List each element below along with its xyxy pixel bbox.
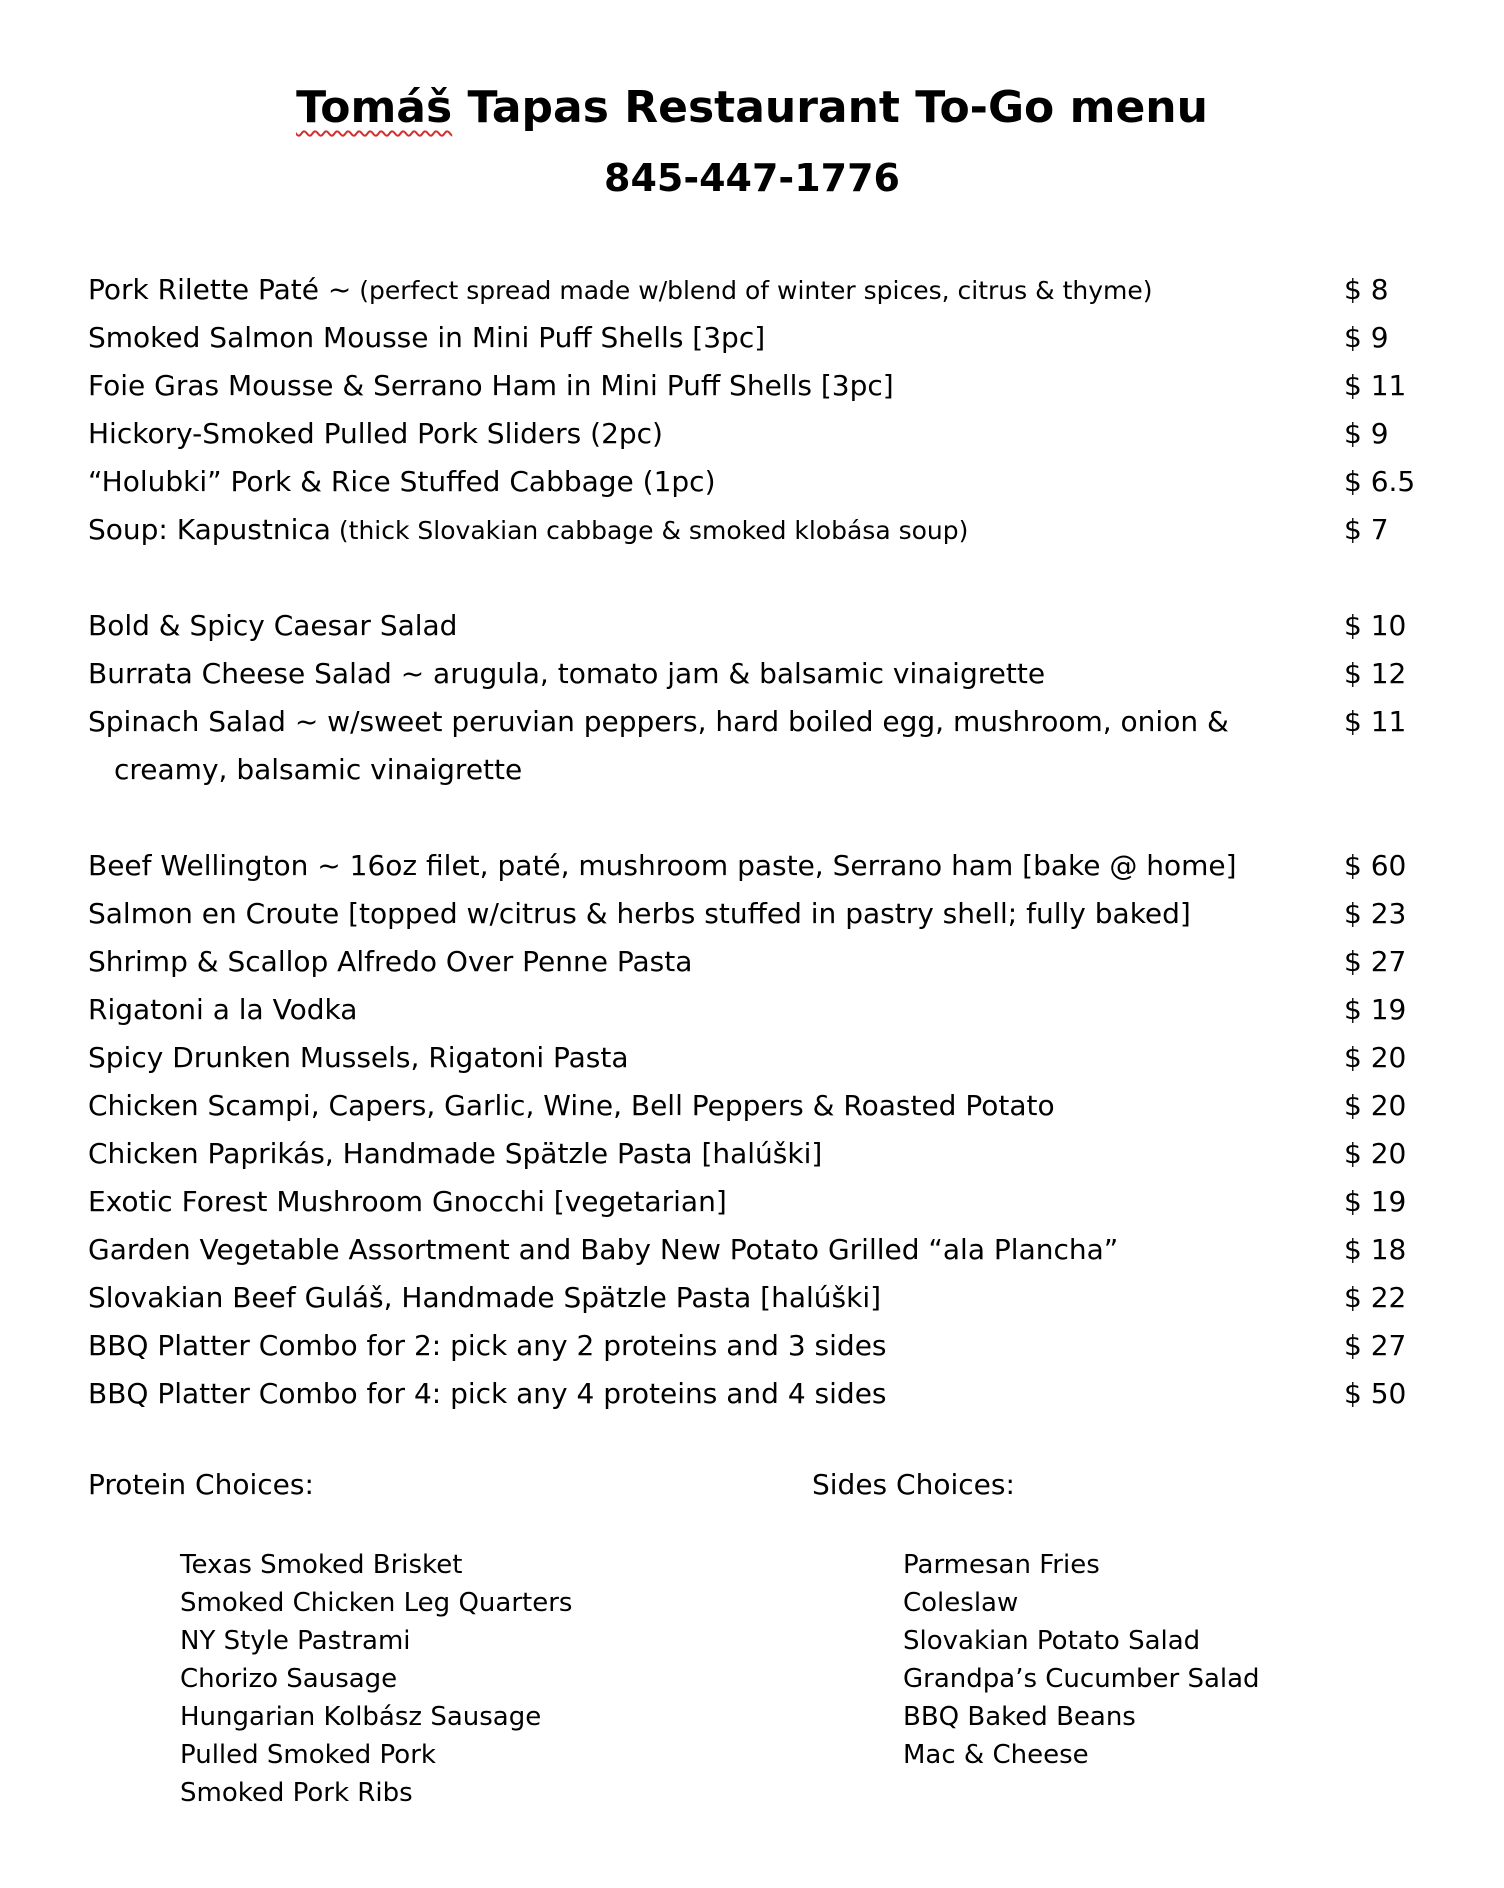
item-name: Bold & Spicy Caesar Salad (88, 609, 458, 642)
list-item: Mac & Cheese (903, 1740, 1089, 1770)
item-name: Smoked Salmon Mousse in Mini Puff Shells [3pc] (88, 321, 766, 354)
sides-choices-list (903, 1546, 1260, 1774)
item-price: $ 20 (1344, 1137, 1407, 1170)
item-price: $ 9 (1344, 417, 1389, 450)
item-price: $ 12 (1344, 657, 1407, 690)
item-name: Spicy Drunken Mussels, Rigatoni Pasta (88, 1041, 629, 1074)
list-item: Parmesan Fries (903, 1550, 1100, 1580)
menu-item (88, 938, 1428, 986)
item-name: Garden Vegetable Assortment and Baby New Potato Grilled “ala Plancha” (88, 1233, 1119, 1266)
item-name: Slovakian Beef Guláš, Handmade Spätzle Pasta [halúški] (88, 1281, 882, 1314)
item-price: $ 8 (1344, 273, 1389, 306)
item-name: Soup: Kapustnica (88, 513, 331, 546)
menu-item (88, 1130, 1428, 1178)
list-item: NY Style Pastrami (180, 1626, 411, 1656)
item-price: $ 9 (1344, 321, 1389, 354)
item-price: $ 50 (1344, 1377, 1407, 1410)
protein-choices-heading: Protein Choices: (88, 1468, 314, 1501)
item-price: $ 23 (1344, 897, 1407, 930)
item-name: Pork Rilette Paté ~ (88, 273, 352, 306)
item-price: $ 20 (1344, 1041, 1407, 1074)
list-item: Hungarian Kolbász Sausage (180, 1702, 542, 1732)
list-item: Texas Smoked Brisket (180, 1550, 463, 1580)
salads-section (88, 602, 1428, 794)
item-name: Chicken Paprikás, Handmade Spätzle Pasta [halúški] (88, 1137, 823, 1170)
menu-item (88, 650, 1428, 698)
menu-item (88, 698, 1428, 794)
menu-item (88, 410, 1428, 458)
item-name: Beef Wellington ~ 16oz filet, paté, mushroom paste, Serrano ham [bake @ home] (88, 849, 1237, 882)
item-name: Spinach Salad ~ w/sweet peruvian peppers, hard boiled egg, mushroom, onion & (88, 705, 1229, 738)
phone-number: 845-447-1776 (604, 156, 900, 200)
menu-item (88, 314, 1428, 362)
mains-section (88, 842, 1428, 1418)
item-name: Burrata Cheese Salad ~ arugula, tomato jam & balsamic vinaigrette (88, 657, 1046, 690)
item-price: $ 11 (1344, 705, 1407, 738)
item-name: “Holubki” Pork & Rice Stuffed Cabbage (1pc) (88, 465, 716, 498)
sides-choices-heading: Sides Choices: (812, 1468, 1015, 1501)
list-item: Chorizo Sausage (180, 1664, 398, 1694)
item-price: $ 19 (1344, 1185, 1407, 1218)
list-item: BBQ Baked Beans (903, 1702, 1136, 1732)
item-name: Shrimp & Scallop Alfredo Over Penne Pasta (88, 945, 693, 978)
item-name: Exotic Forest Mushroom Gnocchi [vegetarian] (88, 1185, 727, 1218)
menu-item (88, 1274, 1428, 1322)
protein-choices-list (180, 1546, 572, 1812)
menu-item (88, 1322, 1428, 1370)
item-description: creamy, balsamic vinaigrette (114, 753, 523, 786)
item-name: Chicken Scampi, Capers, Garlic, Wine, Bell Peppers & Roasted Potato (88, 1089, 1055, 1122)
item-price: $ 18 (1344, 1233, 1407, 1266)
item-name: Foie Gras Mousse & Serrano Ham in Mini Puff Shells [3pc] (88, 369, 894, 402)
menu-item (88, 602, 1428, 650)
menu-item (88, 506, 1428, 554)
item-name: Rigatoni a la Vodka (88, 993, 358, 1026)
list-item: Smoked Pork Ribs (180, 1778, 413, 1808)
menu-item (88, 890, 1428, 938)
item-description: (perfect spread made w/blend of winter spices, citrus & thyme) (351, 276, 1153, 305)
item-name: BBQ Platter Combo for 4: pick any 4 proteins and 4 sides (88, 1377, 887, 1410)
list-item: Smoked Chicken Leg Quarters (180, 1588, 573, 1618)
item-price: $ 27 (1344, 1329, 1407, 1362)
item-description: (thick Slovakian cabbage & smoked klobása soup) (330, 516, 969, 545)
menu-item (88, 1082, 1428, 1130)
item-price: $ 19 (1344, 993, 1407, 1026)
menu-title (0, 80, 1504, 136)
item-price: $ 10 (1344, 609, 1407, 642)
item-price: $ 27 (1344, 945, 1407, 978)
item-price: $ 11 (1344, 369, 1407, 402)
list-item: Slovakian Potato Salad (903, 1626, 1201, 1656)
item-price: $ 20 (1344, 1089, 1407, 1122)
appetizers-section (88, 266, 1428, 554)
menu-item (88, 1370, 1428, 1418)
owner-name: Tomáš (296, 82, 453, 133)
item-price: $ 7 (1344, 513, 1389, 546)
item-name: Salmon en Croute [topped w/citrus & herbs stuffed in pastry shell; fully baked] (88, 897, 1191, 930)
menu-item (88, 458, 1428, 506)
title-text: Tapas Restaurant To-Go menu (452, 82, 1208, 133)
menu-item (88, 362, 1428, 410)
list-item: Grandpa’s Cucumber Salad (903, 1664, 1260, 1694)
item-price: $ 22 (1344, 1281, 1407, 1314)
menu-item (88, 1034, 1428, 1082)
menu-item (88, 986, 1428, 1034)
item-name: Hickory-Smoked Pulled Pork Sliders (2pc) (88, 417, 663, 450)
menu-item (88, 1226, 1428, 1274)
list-item: Pulled Smoked Pork (180, 1740, 436, 1770)
menu-item (88, 842, 1428, 890)
item-name: BBQ Platter Combo for 2: pick any 2 proteins and 3 sides (88, 1329, 887, 1362)
menu-item (88, 266, 1428, 314)
item-price: $ 6.5 (1344, 465, 1416, 498)
item-price: $ 60 (1344, 849, 1407, 882)
menu-item (88, 1178, 1428, 1226)
list-item: Coleslaw (903, 1588, 1019, 1618)
